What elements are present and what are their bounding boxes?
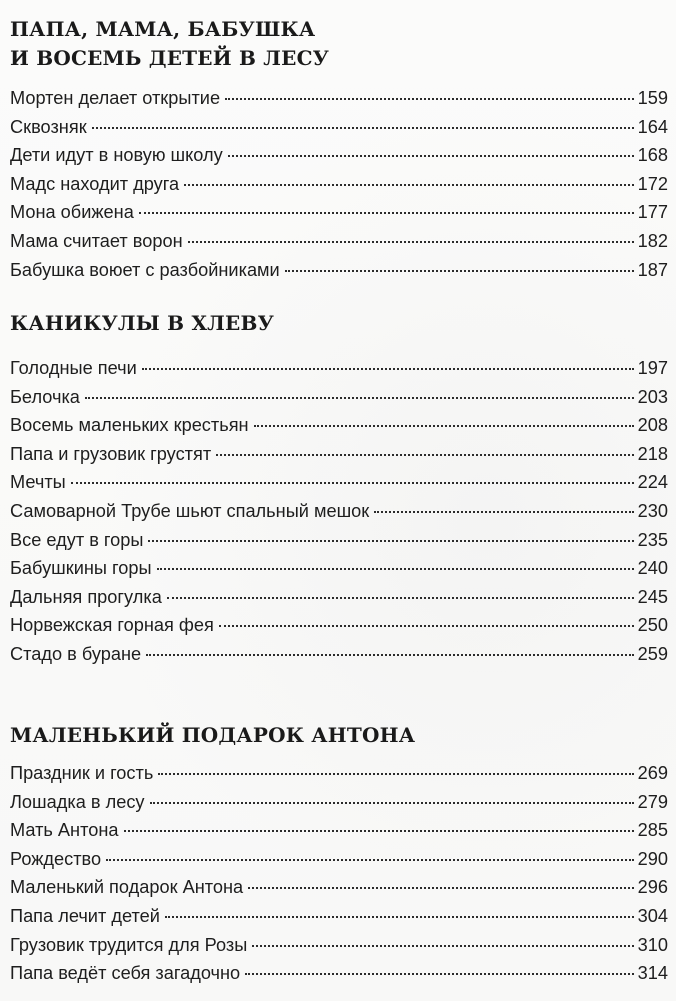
entry-title: Папа и грузовик грустят [10, 443, 212, 464]
entry-title: Сквозняк [10, 116, 87, 137]
entry-page-number: 164 [637, 116, 668, 137]
dot-leader [216, 454, 633, 456]
dot-leader [254, 425, 634, 427]
dot-leader [92, 127, 634, 129]
entry-page-number: 159 [637, 88, 668, 108]
entry-title: Стадо в буране [10, 643, 142, 664]
dot-leader [157, 568, 634, 570]
entry-title: Бабушкины горы [10, 558, 152, 579]
entry-title: Рождество [10, 848, 102, 869]
section-title [10, 720, 668, 759]
toc-entry[interactable] [10, 902, 668, 931]
entry-title: Белочка [10, 386, 80, 407]
dot-leader [142, 368, 634, 370]
toc-entry[interactable] [10, 354, 668, 383]
dot-leader [188, 241, 634, 243]
toc-entry-list [10, 84, 668, 284]
entry-page-number: 290 [637, 848, 668, 869]
dot-leader [150, 802, 634, 804]
dot-leader [184, 184, 634, 186]
entry-page-number: 235 [637, 529, 668, 550]
entry-page-number: 177 [637, 202, 668, 223]
entry-title: Бабушка воюет с разбойниками [10, 259, 280, 280]
toc-entry[interactable] [10, 198, 668, 227]
toc-entry[interactable] [10, 141, 668, 170]
entry-title: Самоварной Трубе шьют спальный мешок [10, 500, 370, 521]
toc-entry[interactable] [10, 931, 668, 960]
section-title-line1: ПАПА, МАМА, БАБУШКА [10, 17, 316, 41]
dot-leader [165, 916, 634, 918]
entry-page-number: 285 [637, 820, 668, 841]
dot-leader [285, 270, 634, 272]
entry-page-number: 208 [637, 415, 668, 436]
entry-page-number: 269 [637, 763, 668, 783]
toc-entry-list [10, 354, 668, 669]
toc-entry-list [10, 759, 668, 988]
entry-title: Мечты [10, 472, 66, 493]
dot-leader [228, 155, 634, 157]
entry-page-number: 250 [637, 615, 668, 636]
dot-leader [106, 859, 634, 861]
toc-entry[interactable] [10, 170, 668, 199]
toc-entry[interactable] [10, 788, 668, 817]
entry-page-number: 314 [637, 963, 668, 984]
entry-page-number: 230 [637, 500, 668, 521]
entry-page-number: 182 [637, 230, 668, 251]
entry-title: Мадс находит друга [10, 173, 180, 194]
toc-section-barn [10, 300, 668, 669]
entry-title: Лошадка в лесу [10, 791, 145, 812]
toc-entry[interactable] [10, 227, 668, 256]
section-title [10, 14, 668, 81]
entry-page-number: 240 [637, 558, 668, 579]
entry-page-number: 279 [637, 791, 668, 812]
toc-entry[interactable] [10, 816, 668, 845]
dot-leader [158, 773, 633, 775]
entry-page-number: 168 [637, 145, 668, 166]
dot-leader [374, 511, 633, 513]
toc-section-anton [10, 720, 668, 988]
dot-leader [225, 98, 634, 100]
dot-leader [146, 654, 633, 656]
toc-entry[interactable] [10, 759, 668, 788]
entry-title: Мортен делает открытие [10, 88, 221, 108]
entry-page-number: 197 [637, 358, 668, 378]
toc-entry[interactable] [10, 640, 668, 669]
section-title-line1: МАЛЕНЬКИЙ ПОДАРОК АНТОНА [10, 723, 416, 747]
dot-leader [248, 887, 633, 889]
toc-entry[interactable] [10, 554, 668, 583]
toc-entry[interactable] [10, 468, 668, 497]
entry-title: Дети идут в новую школу [10, 145, 223, 166]
toc-entry[interactable] [10, 440, 668, 469]
entry-title: Все едут в горы [10, 529, 144, 550]
entry-page-number: 218 [637, 443, 668, 464]
dot-leader [124, 830, 634, 832]
section-title-line2: И ВОСЕМЬ ДЕТЕЙ В ЛЕСУ [10, 46, 330, 70]
toc-entry[interactable] [10, 873, 668, 902]
toc-entry[interactable] [10, 611, 668, 640]
section-title [10, 300, 668, 354]
toc-entry[interactable] [10, 383, 668, 412]
section-title-line1: КАНИКУЛЫ В ХЛЕВУ [10, 311, 275, 335]
entry-page-number: 304 [637, 905, 668, 926]
entry-title: Грузовик трудится для Розы [10, 934, 248, 955]
entry-title: Папа ведёт себя загадочно [10, 963, 241, 984]
dot-leader [148, 540, 633, 542]
entry-page-number: 259 [637, 643, 668, 664]
entry-page-number: 187 [637, 259, 668, 280]
entry-page-number: 296 [637, 877, 668, 898]
dot-leader [219, 625, 634, 627]
toc-entry[interactable] [10, 113, 668, 142]
toc-entry[interactable] [10, 526, 668, 555]
dot-leader [85, 397, 634, 399]
entry-title: Мона обижена [10, 202, 134, 223]
dot-leader [252, 945, 633, 947]
dot-leader [245, 973, 633, 975]
toc-entry[interactable] [10, 497, 668, 526]
entry-page-number: 245 [637, 586, 668, 607]
dot-leader [167, 597, 634, 599]
toc-entry[interactable] [10, 959, 668, 988]
entry-title: Норвежская горная фея [10, 615, 214, 636]
toc-entry[interactable] [10, 845, 668, 874]
entry-title: Мама считает ворон [10, 230, 183, 251]
entry-page-number: 224 [637, 472, 668, 493]
entry-title: Дальняя прогулка [10, 586, 162, 607]
entry-title: Праздник и гость [10, 763, 154, 783]
dot-leader [139, 212, 634, 214]
toc-entry[interactable] [10, 256, 668, 285]
entry-page-number: 172 [637, 173, 668, 194]
entry-title: Восемь маленьких крестьян [10, 415, 249, 436]
entry-page-number: 310 [637, 934, 668, 955]
entry-title: Маленький подарок Антона [10, 877, 244, 898]
toc-entry[interactable] [10, 583, 668, 612]
toc-entry[interactable] [10, 84, 668, 113]
entry-page-number: 203 [637, 386, 668, 407]
entry-title: Мать Антона [10, 820, 119, 841]
dot-leader [71, 482, 634, 484]
entry-title: Папа лечит детей [10, 905, 160, 926]
entry-title: Голодные печи [10, 358, 137, 378]
toc-entry[interactable] [10, 411, 668, 440]
toc-section-forest [10, 14, 668, 284]
